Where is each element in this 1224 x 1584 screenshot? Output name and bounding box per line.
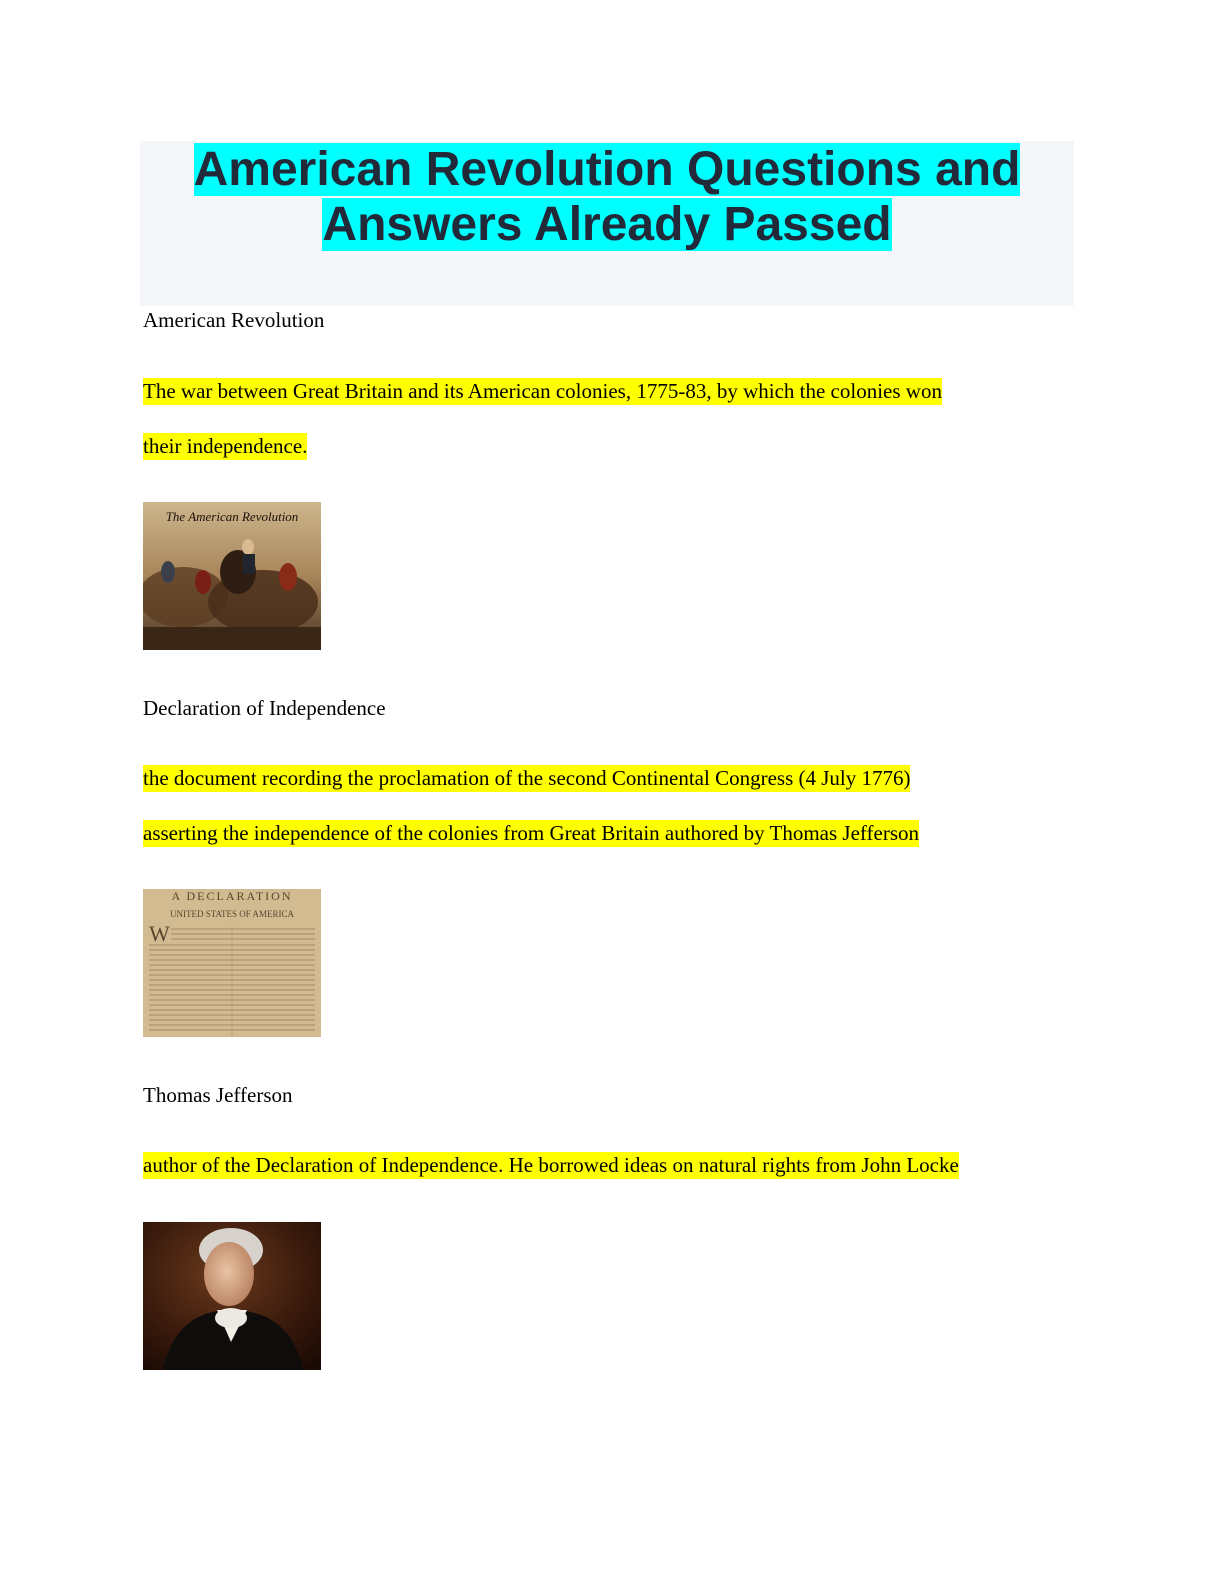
page-title [140,142,1074,252]
image-caption: The American Revolution [165,509,299,524]
image-subheading: UNITED STATES OF AMERICA [169,909,295,919]
declaration-document-image [143,889,321,1037]
image-heading: A DECLARATION [171,889,293,903]
definition-line: the document recording the proclamation of the second Continental Congress (4 July 1776) [143,766,911,790]
definition-line: asserting the independence of the colonies from Great Britain authored by Thomas Jefferson [143,821,919,845]
definition-line: author of the Declaration of Independence. He borrowed ideas on natural rights from John Locke [143,1153,959,1177]
jefferson-portrait-image [143,1222,321,1370]
page-title-line-1: American Revolution Questions and [193,143,1021,196]
definition-line: their independence. [143,434,308,458]
term-thomas-jefferson: Thomas Jefferson [143,1083,293,1107]
term-declaration-of-independence: Declaration of Independence [143,696,386,720]
definition-line: The war between Great Britain and its American colonies, 1775-83, by which the colonies won [143,379,942,403]
term-american-revolution: American Revolution [143,308,325,332]
svg-text:W: W [149,921,170,946]
page-title-line-2: Answers Already Passed [322,198,892,251]
battle-painting-image [143,502,321,650]
